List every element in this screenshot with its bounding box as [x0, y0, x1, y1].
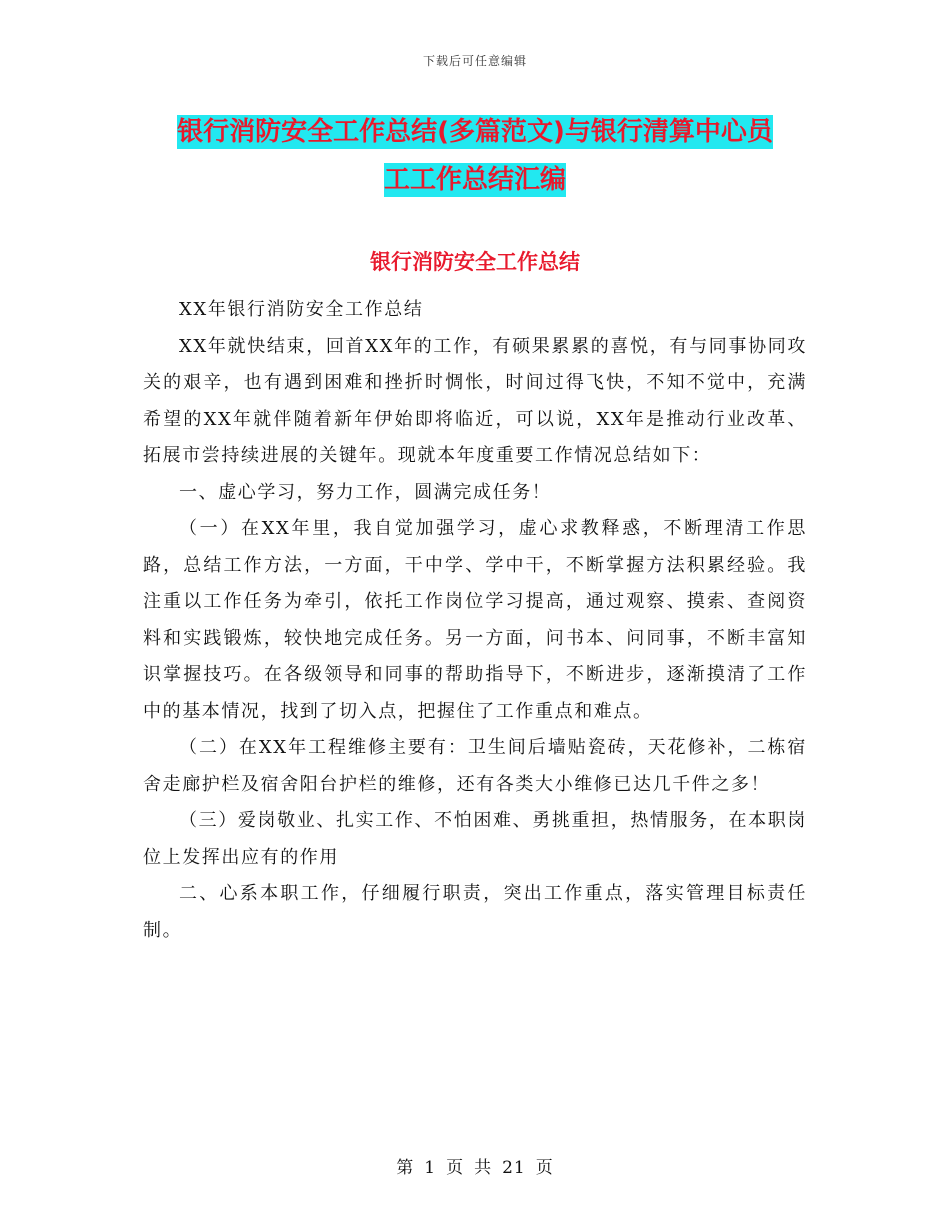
body-paragraph: （三）爱岗敬业、扎实工作、不怕困难、勇挑重担，热情服务，在本职岗位上发挥出应有的作用	[143, 810, 807, 868]
body-paragraph: （一）在XX年里，我自觉加强学习，虚心求教释惑，不断理清工作思路，总结工作方法，一方面，干中学、学中干，不断掌握方法积累经验。我注重以工作任务为牵引，依托工作岗位学习提高，通过观察、摸索、查阅资料和实践锻炼，较快地完成任务。另一方面，问书本、问同事，不断丰富知识掌握技巧。在各级领导和同事的帮助指导下，不断进步，逐渐摸清了工作中的基本情况，找到了切入点，把握住了工作重点和难点。	[143, 518, 807, 722]
footer-total-prefix: 共	[474, 1158, 493, 1178]
page-number-total: 21	[502, 1158, 526, 1178]
page-number-current: 1	[424, 1158, 437, 1178]
body-paragraph: （二）在XX年工程维修主要有：卫生间后墙贴瓷砖，天花修补，二栋宿舍走廊护栏及宿舍阳台护栏的维修，还有各类大小维修已达几千件之多！	[143, 737, 807, 795]
section-title: 银行消防安全工作总结	[370, 250, 580, 274]
page-footer	[0, 1153, 950, 1178]
footer-prefix: 第	[396, 1158, 415, 1178]
header-note: 下载后可任意编辑	[422, 54, 527, 68]
document-title-line-2: 工工作总结汇编	[383, 165, 566, 195]
document-body	[143, 292, 807, 949]
document-title-line-1: 银行消防安全工作总结(多篇范文)与银行清算中心员	[177, 117, 773, 147]
body-paragraph: 一、虚心学习，努力工作，圆满完成任务！	[179, 481, 552, 503]
footer-middle: 页	[446, 1158, 465, 1178]
body-paragraph: XX年就快结束，回首XX年的工作，有硕果累累的喜悦，有与同事协同攻关的艰辛，也有遇到困难和挫折时惆怅，时间过得飞快，不知不觉中，充满希望的XX年就伴随着新年伊始即将临近，可以说，XX年是推动行业改革、拓展市尝持续进展的关键年。现就本年度重要工作情况总结如下：	[143, 335, 807, 466]
body-paragraph: XX年银行消防安全工作总结	[179, 299, 424, 320]
body-paragraph: 二、心系本职工作，仔细履行职责，突出工作重点，落实管理目标责任制。	[143, 883, 807, 941]
footer-suffix: 页	[535, 1158, 554, 1178]
document-title	[145, 108, 805, 204]
